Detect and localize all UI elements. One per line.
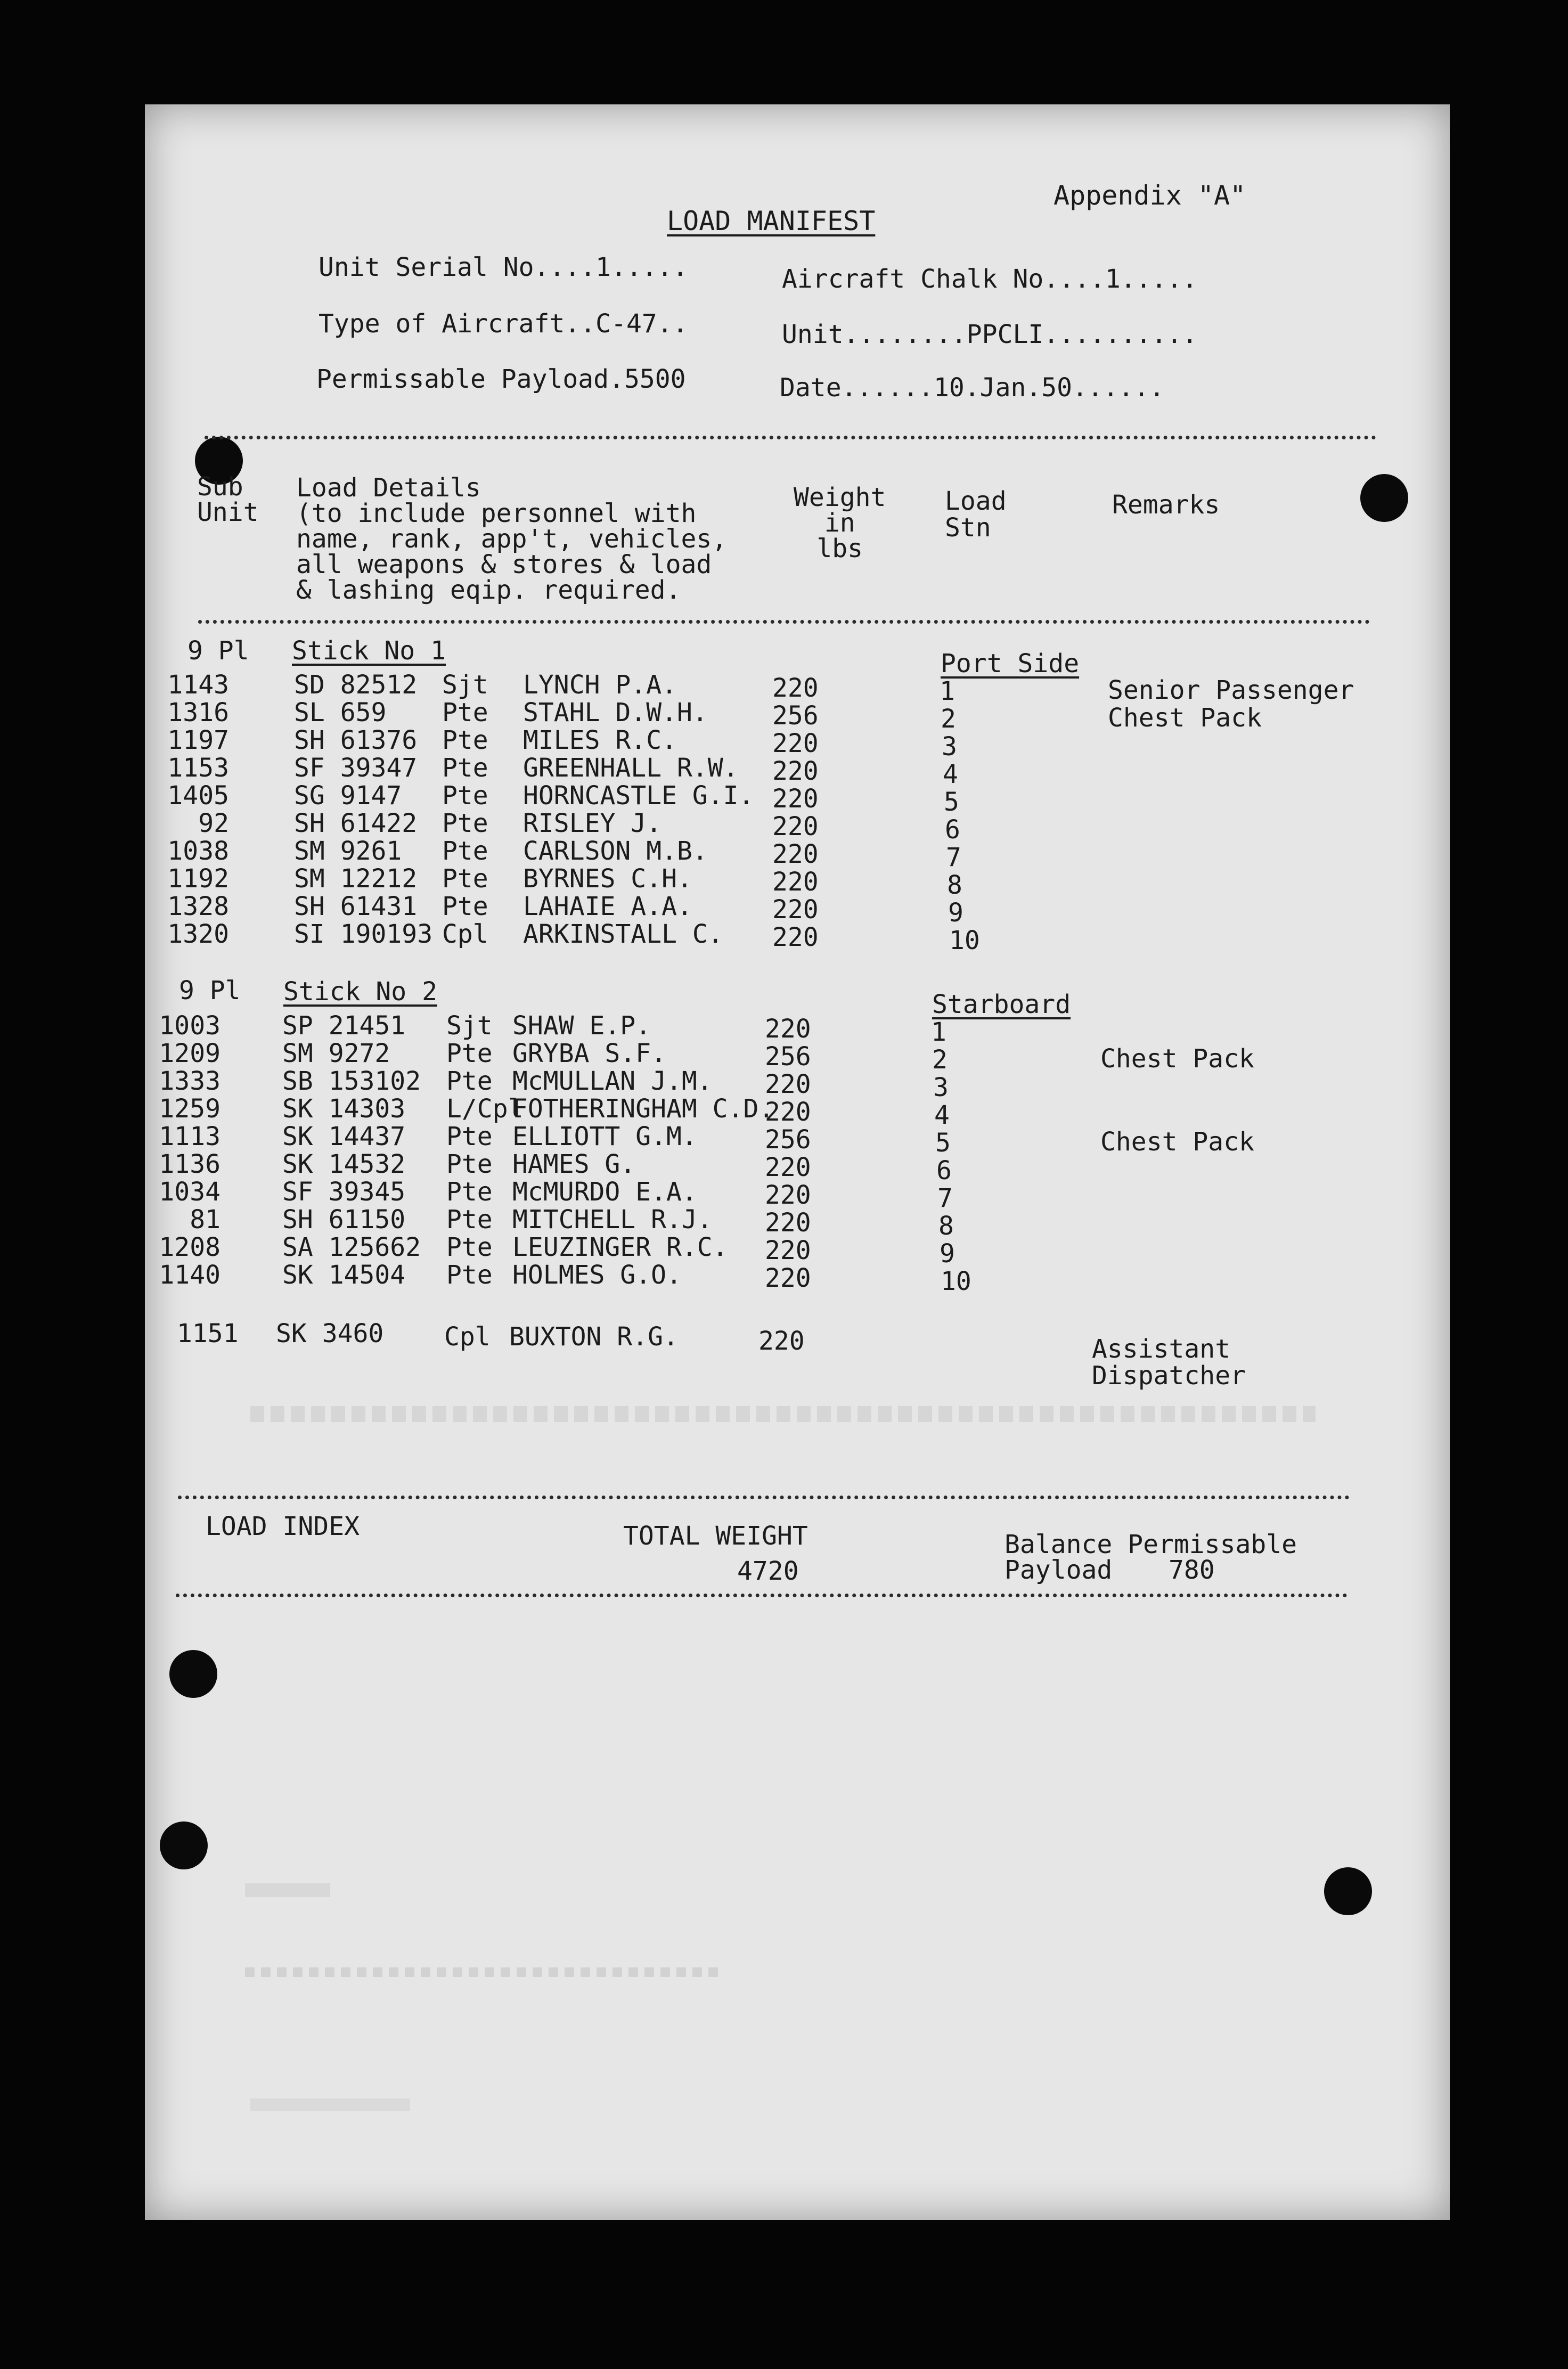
stick2-row-name: HAMES G. (512, 1149, 636, 1179)
stick1-row-no: SF 39347 (294, 753, 418, 783)
stick2-row-rank: Sjt (446, 1011, 493, 1041)
stick2-row-no: SK 14303 (282, 1094, 406, 1124)
stick1-row-stn: 1 (940, 676, 955, 706)
stick2-row-rank: Pte (446, 1177, 493, 1207)
stick2-row-no: SP 21451 (282, 1011, 406, 1041)
stick1-row-stn: 10 (949, 926, 980, 955)
stick1-row-rank: Cpl (442, 919, 488, 949)
payload-label: Payload (1005, 1555, 1113, 1585)
stick1-row-wt: 220 (772, 812, 819, 842)
stick1-row-remarks: Chest Pack (1108, 703, 1262, 733)
stick2-row-stn: 2 (932, 1045, 948, 1075)
aircraft-type: Type of Aircraft..C-47.. (318, 309, 688, 339)
divider (178, 1496, 1350, 1499)
stick1-row-no: SM 12212 (294, 864, 418, 894)
faint-text (250, 2098, 410, 2111)
stick1-row-rank: Pte (442, 698, 488, 728)
stick2-row-no: SK 14532 (282, 1149, 406, 1179)
stick2-row-wt: 220 (765, 1236, 811, 1265)
stick1-row-name: LYNCH P.A. (523, 670, 677, 700)
stick2-row-stn: 6 (936, 1156, 952, 1186)
stick1-row-no: SM 9261 (294, 836, 402, 866)
stick2-row-no: SA 125662 (282, 1232, 421, 1262)
stick1-row-remarks: Senior Passenger (1108, 675, 1354, 705)
stick2-row-remarks: Chest Pack (1100, 1127, 1254, 1157)
stick1-row-rank: Pte (442, 781, 488, 811)
stick1-row-name: STAHL D.W.H. (523, 698, 708, 728)
stick1-row-no: SG 9147 (294, 781, 402, 811)
stick1-row-name: ARKINSTALL C. (523, 919, 723, 949)
stick2-row-unit: 1259 (159, 1094, 220, 1124)
total-weight-label: TOTAL WEIGHT (623, 1521, 808, 1551)
stick2-row-name: MITCHELL R.J. (512, 1205, 713, 1235)
stick2-row-unit: 81 (190, 1205, 220, 1235)
stick2-row-wt: 220 (765, 1069, 811, 1099)
stick1-row-stn: 5 (944, 787, 959, 817)
stick1-row-wt: 220 (772, 922, 819, 952)
stick2-subunit: 9 Pl (179, 976, 241, 1006)
stick2-row-unit: 1333 (159, 1066, 220, 1096)
stick1-row-unit: 1143 (167, 670, 229, 700)
unit-serial: Unit Serial No....1..... (318, 252, 688, 282)
stick2-row-remarks: Chest Pack (1100, 1044, 1254, 1074)
stick1-row-wt: 220 (772, 756, 819, 786)
stick2-row-stn: 8 (938, 1211, 954, 1241)
stick1-row-no: SH 61431 (294, 892, 418, 921)
extra-unit: 1151 (177, 1319, 239, 1349)
stick1-row-unit: 1192 (167, 864, 229, 894)
manifest-title: LOAD MANIFEST (667, 206, 876, 236)
stick2-row-unit: 1209 (159, 1039, 220, 1068)
stick2-row-rank: Pte (446, 1039, 493, 1068)
unit-field: Unit........PPCLI.......... (782, 320, 1198, 349)
extra-weight: 220 (758, 1326, 805, 1356)
col-load-details: Load Details (to include personnel with name, rank, app't, vehicles, all weapons & stores & load & lashing eqip. required. (296, 473, 728, 605)
col-remarks: Remarks (1112, 490, 1220, 520)
stick1-row-rank: Pte (442, 892, 488, 921)
faint-text (250, 1406, 1316, 1422)
stick2-row-unit: 1003 (159, 1011, 220, 1041)
stick1-row-stn: 9 (948, 898, 963, 928)
stick1-row-name: BYRNES C.H. (523, 864, 692, 894)
punch-hole (160, 1821, 208, 1869)
stick1-row-rank: Pte (442, 725, 488, 755)
stick2-row-stn: 7 (937, 1183, 953, 1213)
stick2-row-unit: 1136 (159, 1149, 220, 1179)
punch-hole (1324, 1867, 1372, 1915)
stick1-row-unit: 1316 (167, 698, 229, 728)
stick1-row-no: SL 659 (294, 698, 387, 728)
stick1-row-no: SH 61422 (294, 808, 418, 838)
stick1-row-stn: 7 (946, 843, 961, 872)
date-field: Date......10.Jan.50...... (780, 373, 1165, 403)
stick2-row-unit: 1140 (159, 1260, 220, 1290)
stick2-row-no: SK 14437 (282, 1122, 406, 1151)
faint-text (245, 1967, 724, 1977)
stick2-row-rank: Pte (446, 1205, 493, 1235)
stick2-row-wt: 220 (765, 1097, 811, 1127)
total-weight-value: 4720 (737, 1556, 799, 1586)
stick1-side: Port Side (941, 649, 1080, 679)
stick2-row-rank: L/Cpl (446, 1094, 524, 1124)
stick2-row-wt: 220 (765, 1208, 811, 1238)
stick2-row-name: SHAW E.P. (512, 1011, 651, 1041)
stick1-row-stn: 2 (941, 704, 956, 734)
stick1-row-name: LAHAIE A.A. (523, 892, 692, 921)
stick1-row-unit: 1328 (167, 892, 229, 921)
stick1-row-rank: Pte (442, 864, 488, 894)
faint-text (245, 1883, 330, 1897)
stick2-row-wt: 256 (765, 1042, 811, 1072)
stick2-row-rank: Pte (446, 1232, 493, 1262)
stick2-row-wt: 220 (765, 1014, 811, 1044)
appendix-label: Appendix "A" (1054, 180, 1246, 211)
stick1-row-stn: 3 (942, 732, 957, 762)
stick2-row-stn: 5 (935, 1128, 951, 1158)
stick2-row-stn: 9 (940, 1239, 955, 1269)
stick1-row-unit: 1038 (167, 836, 229, 866)
stick2-row-no: SK 14504 (282, 1260, 406, 1290)
extra-remarks: Assistant Dispatcher (1092, 1334, 1246, 1391)
stick1-row-wt: 220 (772, 673, 819, 703)
stick1-row-name: RISLEY J. (523, 808, 662, 838)
col-weight: Weight in lbs (794, 483, 886, 563)
stick2-row-name: FOTHERINGHAM C.D. (512, 1094, 774, 1124)
stick2-row-stn: 1 (931, 1017, 946, 1047)
stick1-row-wt: 220 (772, 895, 819, 925)
stick1-row-unit: 1153 (167, 753, 229, 783)
payload-field: Permissable Payload.5500 (316, 364, 686, 394)
stick1-row-rank: Pte (442, 808, 488, 838)
stick1-row-rank: Sjt (442, 670, 488, 700)
stick1-row-name: CARLSON M.B. (523, 836, 708, 866)
stick1-row-name: HORNCASTLE G.I. (523, 781, 754, 811)
stick1-row-unit: 92 (198, 808, 229, 838)
stick2-row-unit: 1113 (159, 1122, 220, 1151)
stick2-row-no: SB 153102 (282, 1066, 421, 1096)
stick1-row-wt: 220 (772, 729, 819, 758)
stick2-row-wt: 220 (765, 1153, 811, 1182)
stick1-row-stn: 8 (947, 870, 962, 900)
payload-balance-value: 780 (1169, 1555, 1215, 1585)
stick2-row-wt: 220 (765, 1180, 811, 1210)
stick1-row-unit: 1197 (167, 725, 229, 755)
stick1-row-unit: 1320 (167, 919, 229, 949)
stick2-row-name: McMULLAN J.M. (512, 1066, 713, 1096)
punch-hole (1360, 474, 1408, 522)
stick2-row-unit: 1208 (159, 1232, 220, 1262)
stick2-row-stn: 4 (934, 1100, 950, 1130)
stick2-row-name: ELLIOTT G.M. (512, 1122, 697, 1151)
stick1-row-no: SI 190193 (294, 919, 433, 949)
extra-no: SK 3460 (276, 1319, 384, 1349)
divider (205, 436, 1376, 439)
stick2-row-rank: Pte (446, 1066, 493, 1096)
stick2-row-name: McMURDO E.A. (512, 1177, 697, 1207)
aircraft-chalk: Aircraft Chalk No....1..... (782, 264, 1198, 294)
stick2-row-no: SH 61150 (282, 1205, 406, 1235)
stick2-row-name: HOLMES G.O. (512, 1260, 682, 1290)
extra-rank: Cpl (444, 1322, 491, 1352)
stick1-row-rank: Pte (442, 836, 488, 866)
stick2-title: Stick No 2 (283, 977, 437, 1007)
stick2-side: Starboard (932, 990, 1071, 1019)
stick1-row-unit: 1405 (167, 781, 229, 811)
stick1-row-wt: 256 (772, 701, 819, 731)
stick2-row-rank: Pte (446, 1122, 493, 1151)
stick1-row-rank: Pte (442, 753, 488, 783)
stick2-row-name: GRYBA S.F. (512, 1039, 666, 1068)
stick1-row-wt: 220 (772, 839, 819, 869)
divider (176, 1594, 1348, 1597)
stick2-row-unit: 1034 (159, 1177, 220, 1207)
stick1-row-stn: 6 (945, 815, 960, 845)
punch-hole (169, 1650, 217, 1698)
stick2-row-wt: 220 (765, 1263, 811, 1293)
balance-label: Balance Permissable (1005, 1530, 1297, 1559)
stick2-row-wt: 256 (765, 1125, 811, 1155)
stick1-subunit: 9 Pl (187, 636, 249, 666)
stick2-row-no: SF 39345 (282, 1177, 406, 1207)
stick1-row-name: GREENHALL R.W. (523, 753, 739, 783)
divider (198, 620, 1370, 624)
stick2-row-name: LEUZINGER R.C. (512, 1232, 728, 1262)
stick2-row-stn: 10 (941, 1267, 971, 1296)
col-load-stn: Load Stn (945, 486, 1007, 543)
stick2-row-no: SM 9272 (282, 1039, 390, 1068)
stick2-row-rank: Pte (446, 1149, 493, 1179)
load-index-label: LOAD INDEX (206, 1512, 360, 1541)
stick1-row-no: SH 61376 (294, 725, 418, 755)
stick1-row-wt: 220 (772, 867, 819, 897)
stick1-row-stn: 4 (943, 759, 958, 789)
stick2-row-stn: 3 (933, 1073, 949, 1102)
stick1-title: Stick No 1 (292, 636, 446, 666)
stick2-row-rank: Pte (446, 1260, 493, 1290)
extra-name: BUXTON R.G. (509, 1322, 679, 1352)
stick1-row-wt: 220 (772, 784, 819, 814)
stick1-row-name: MILES R.C. (523, 725, 677, 755)
col-sub-unit: Sub Unit (197, 472, 259, 527)
stick1-row-no: SD 82512 (294, 670, 418, 700)
